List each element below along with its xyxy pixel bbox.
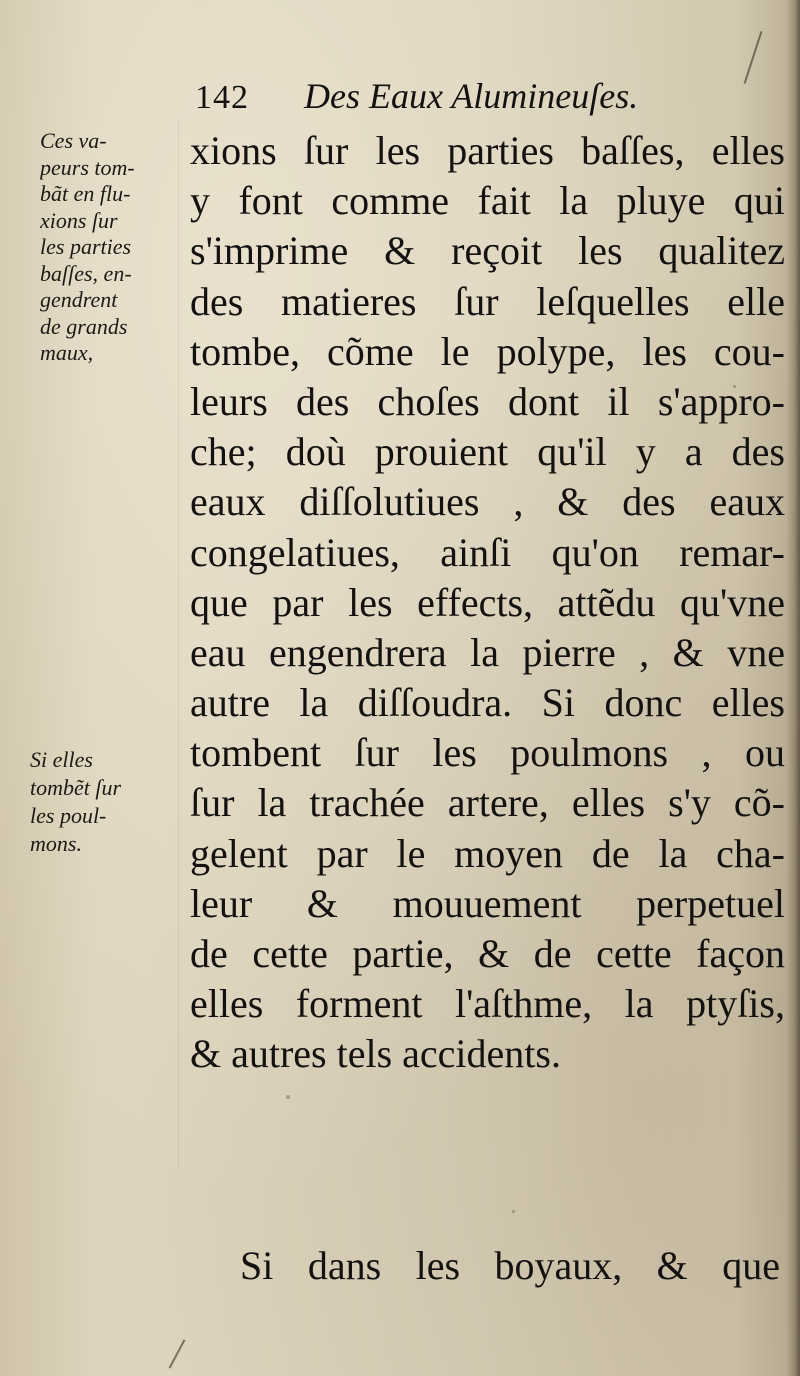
margin-note-line: peurs tom-: [40, 154, 135, 180]
page-edge-shadow: [786, 0, 800, 1376]
margin-note: [30, 746, 175, 858]
ink-mark: [169, 1339, 186, 1368]
text-line: gelent par le moyen de la cha-: [190, 830, 785, 876]
body-text: [190, 126, 785, 1080]
margin-note-line: les poul-: [30, 803, 107, 828]
text-line: s'imprime & reçoit les qualitez: [190, 228, 785, 274]
margin-note-line: bãt en flu-: [40, 181, 131, 206]
text-line: & autres tels accidents.: [190, 1031, 561, 1077]
paper-speck: [512, 1210, 515, 1213]
margin-note: [40, 128, 185, 367]
margin-note-line: maux,: [40, 340, 94, 365]
text-line: xions ſur les parties baſſes, elles: [190, 128, 785, 173]
page-number: 142: [195, 79, 249, 116]
text-line: leurs des choſes dont il s'appro-: [190, 378, 785, 424]
catchline: Si dans les boyaux, & que: [240, 1243, 780, 1288]
text-line: ſur la trachée artere, elles s'y cõ-: [190, 780, 785, 826]
margin-note-line: xions ſur: [40, 207, 118, 233]
text-line: des matieres ſur leſquelles elle: [190, 278, 785, 324]
text-line: autre la diſſoudra. Si donc elles: [190, 680, 785, 726]
margin-note-line: gendrent: [40, 287, 118, 312]
margin-note-line: Ces va-: [40, 128, 107, 153]
margin-note-line: mons.: [30, 831, 82, 856]
margin-note-line: Si elles: [30, 747, 93, 772]
text-line: leur & mouuement perpetuel: [190, 880, 785, 926]
text-line: elles forment l'aſthme, la ptyſis,: [190, 981, 785, 1027]
text-line: che; doù prouient qu'il y a des: [190, 429, 785, 475]
text-line: tombe, cõme le polype, les cou-: [190, 328, 785, 374]
margin-note-line: tombẽt ſur: [30, 775, 122, 800]
text-line: eau engendrera la pierre , & vne: [190, 629, 785, 675]
text-line: y font comme fait la pluye qui: [190, 178, 785, 224]
text-line: de cette partie, & de cette façon: [190, 931, 785, 976]
running-head: [195, 70, 775, 122]
text-line: congelatiues, ainſi qu'on remar-: [190, 529, 785, 575]
text-line: eaux diſſolutiues , & des eaux: [190, 479, 785, 525]
text-line: tombent ſur les poulmons , ou: [190, 730, 785, 776]
running-title: Des Eaux Alumineuſes.: [304, 76, 639, 116]
margin-note-line: baſſes, en-: [40, 260, 132, 286]
margin-note-line: les parties: [40, 234, 132, 259]
margin-note-line: de grands: [40, 313, 128, 339]
paper-speck: [286, 1095, 290, 1099]
text-line: que par les effects, attẽdu qu'vne: [190, 579, 785, 625]
